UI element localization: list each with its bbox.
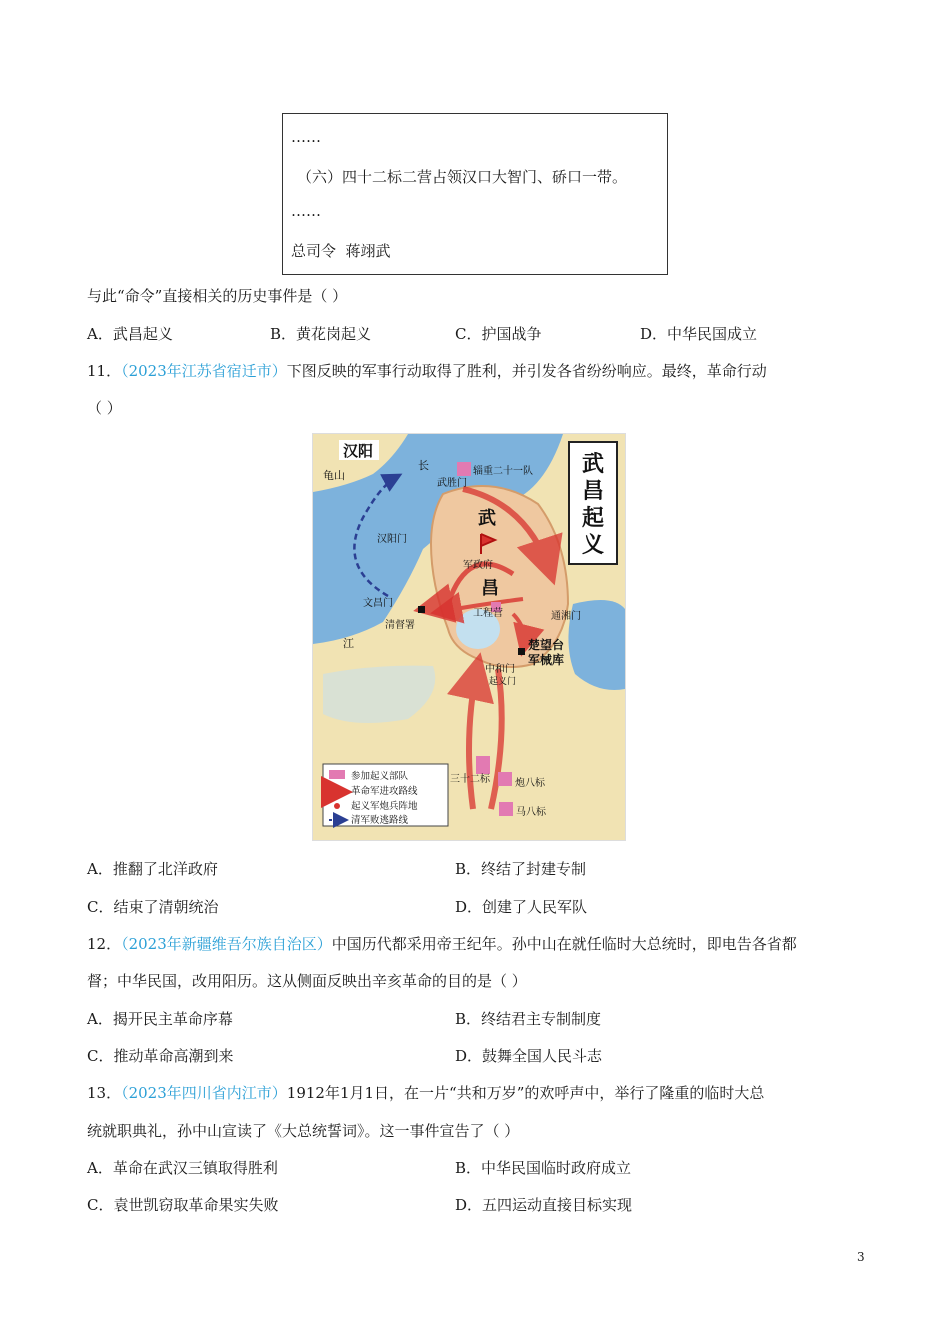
q13-source: （2023年四川省内江市） [121, 1084, 287, 1102]
q11-option-c[interactable]: C．结束了清朝统治 [87, 898, 219, 916]
q10-option-b[interactable]: B．黄花岗起义 [270, 325, 372, 343]
legend-retreat: 清军败逃路线 [351, 815, 409, 826]
q11-stem: 下图反映的军事行动取得了胜利，并引发各省纷纷响应。最终，革命行动 [286, 362, 767, 380]
q11-option-b[interactable]: B．终结了封建专制 [455, 860, 587, 878]
label-tongxiangmen: 通湘门 [551, 611, 581, 622]
label-chang: 长 [418, 459, 429, 472]
q13-option-b[interactable]: B．中华民国临时政府成立 [455, 1159, 632, 1177]
label-guishan: 龟山 [323, 469, 345, 482]
q13-stem-line2: 统就职典礼，孙中山宣读了《大总统誓词》。这一事件宣告了（ ） [87, 1122, 520, 1140]
q12-option-b[interactable]: B．终结君主专制制度 [455, 1010, 602, 1028]
order-ellipsis-top: …… [291, 128, 321, 146]
q11-option-a[interactable]: A．推翻了北洋政府 [87, 860, 218, 878]
q12-source: （2023年新疆维吾尔族自治区） [121, 935, 332, 953]
legend-attack: 革命军进攻路线 [351, 786, 418, 797]
order-line-6: （六）四十二标二营占领汉口大智门、硚口一带。 [297, 168, 628, 186]
q13-stem-line1 [87, 1082, 764, 1103]
label-zhonghemen: 中和门 [485, 664, 515, 675]
legend-swatch-artillery [334, 803, 340, 809]
q11-stem-line2: （ ） [87, 399, 122, 417]
q13-option-d[interactable]: D．五四运动直接目标实现 [455, 1196, 633, 1214]
label-paobabiao: 炮八标 [515, 778, 545, 789]
legend-artillery: 起义军炮兵阵地 [351, 801, 418, 812]
q11-option-d[interactable]: D．创建了人民军队 [455, 898, 588, 916]
point-junxieku [518, 648, 525, 655]
q12-option-a[interactable]: A．揭开民主革命序幕 [87, 1010, 233, 1028]
q10-option-a[interactable]: A．武昌起义 [87, 325, 173, 343]
q12-stem-line1 [87, 933, 797, 954]
label-mababiao: 马八标 [516, 807, 546, 818]
legend-swatch-unit [329, 770, 345, 779]
q11-source: （2023年江苏省宿迁市） [121, 362, 287, 380]
label-wushengmen: 武胜门 [437, 478, 467, 489]
label-wenchangmen: 文昌门 [363, 598, 393, 609]
order-ellipsis-mid: …… [291, 202, 321, 220]
q10-option-d[interactable]: D．中华民国成立 [640, 325, 758, 343]
q12-stem-line2: 督；中华民国，改用阳历。这从侧面反映出辛亥革命的目的是（ ） [87, 972, 527, 990]
label-chang-city: 昌 [481, 578, 499, 599]
page-number: 3 [857, 1250, 865, 1264]
label-qingdushu: 清督署 [385, 620, 415, 631]
wuchang-uprising-map [312, 433, 626, 841]
label-junxieku: 军械库 [528, 653, 565, 667]
map-title-char-1: 武 [581, 452, 605, 477]
label-hanyangmen: 汉阳门 [377, 534, 407, 545]
label-hanyang: 汉阳 [343, 442, 374, 460]
legend-unit: 参加起义部队 [351, 771, 409, 782]
order-signature: 总司令 蒋翊武 [291, 242, 391, 260]
unit-32biao [476, 756, 490, 774]
q12-stem: 中国历代都采用帝王纪年。孙中山在就任临时大总统时，即电告各省都 [331, 935, 797, 953]
q13-stem: 1912年1月1日，在一片“共和万岁”的欢呼声中，举行了隆重的临时大总 [286, 1084, 765, 1102]
label-gongchengying: 工程营 [473, 608, 503, 619]
map-title-char-2: 昌 [581, 479, 605, 504]
q10-option-c[interactable]: C．护国战争 [455, 325, 542, 343]
label-jiang: 江 [343, 637, 354, 650]
unit-pao8biao [498, 772, 512, 786]
q10-stem: 与此“命令”直接相关的历史事件是（ ） [87, 287, 348, 305]
q11-number: 11． [87, 362, 122, 380]
label-junzhengfu: 军政府 [463, 560, 493, 571]
point-qingdushu [418, 606, 425, 613]
map-title-char-3: 起 [581, 506, 605, 531]
q13-option-c[interactable]: C．袁世凯窃取革命果实失败 [87, 1196, 279, 1214]
order-excerpt-box [282, 113, 668, 275]
unit-hui-zhong [457, 462, 471, 476]
q12-number: 12． [87, 935, 122, 953]
q12-option-c[interactable]: C．推动革命高潮到来 [87, 1047, 234, 1065]
label-wu: 武 [478, 508, 496, 529]
q13-number: 13． [87, 1084, 122, 1102]
label-hui-zhong: 辎重二十一队 [473, 466, 533, 477]
label-chuwangtai: 楚望台 [528, 638, 565, 652]
label-sanshierbiao: 三十二标 [450, 774, 490, 785]
unit-ma8biao [499, 802, 513, 816]
q13-option-a[interactable]: A．革命在武汉三镇取得胜利 [87, 1159, 278, 1177]
q11-stem-line1 [87, 360, 767, 381]
map-title-char-4: 义 [581, 533, 605, 558]
q12-option-d[interactable]: D．鼓舞全国人民斗志 [455, 1047, 603, 1065]
label-qiyimen: 起义门 [489, 677, 517, 687]
